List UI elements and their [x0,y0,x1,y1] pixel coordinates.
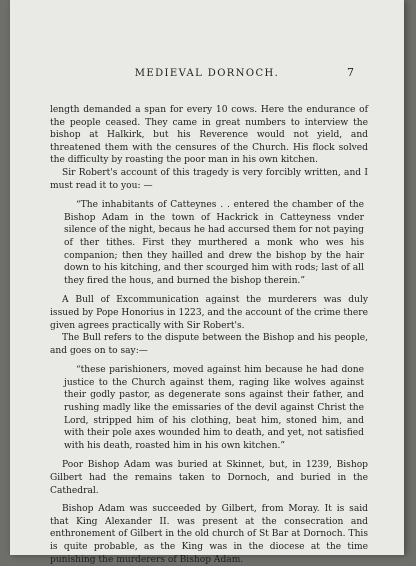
paragraph-3: A Bull of Excommunication against the murderers was duly issued by Pope Honorius in 1223, and the account of the crime there given agrees practically with Sir Robert's. [50,295,368,331]
paragraph-4: The Bull refers to the dispute between the Bishop and his people, and goes on to say:— [50,333,368,356]
block-quote-1: “The inhabitants of Catteynes . . entered the chamber of the Bishop Adam in the town of Hackrick in Catteyness vnder silence of the night, becaus he had accursed them for not paying of ther tithes. First they murthered a monk who wes his companion; then they hailled and drew the bishop by the hair down to his kitching, and ther scourged him with rods; last of all they fired the hous, and burned the bishop therein.” [64,200,364,286]
paragraph-1: length demanded a span for every 10 cows. Here the endurance of the people ceased. They came in great numbers to interview the bishop at Halkirk, but his Reverence would not yield, and threatened them with the censures of the Church. His flock solved the difficulty by roasting the poor man in his own kitchen. [50,105,368,166]
book-page [10,0,404,565]
page-number: 7 [347,66,354,79]
paragraph-6: Bishop Adam was succeeded by Gilbert, from Moray. It is said that King Alexander II. was present at the consecration and enthronement of Gilbert in the old church of St Bar at Dornoch. This is quite probable, as the King was in the diocese at the time punishing the murderers of Bishop Adam. [50,504,368,565]
block-quote-2: “these parishioners, moved against him because he had done justice to the Church against them, raging like wolves against their godly pastor, as degenerate sons against their father, and rushing madly like the emissaries of the devil against Christ the Lord, stripped him of his clothing, beat him, stoned him, and with their pole axes wounded him to death, and yet, not satisfied with his death, roasted him in his own kitchen.” [64,365,364,451]
page-header [10,66,404,82]
running-title: MEDIEVAL DORNOCH. [134,68,280,79]
paragraph-5: Poor Bishop Adam was buried at Skinnet, but, in 1239, Bishop Gilbert had the remains taken to Dornoch, and buried in the Cathedral. [50,460,368,496]
paragraph-2: Sir Robert's account of this tragedy is very forcibly written, and I must read it to you: — [50,167,368,191]
body-text [50,104,368,566]
